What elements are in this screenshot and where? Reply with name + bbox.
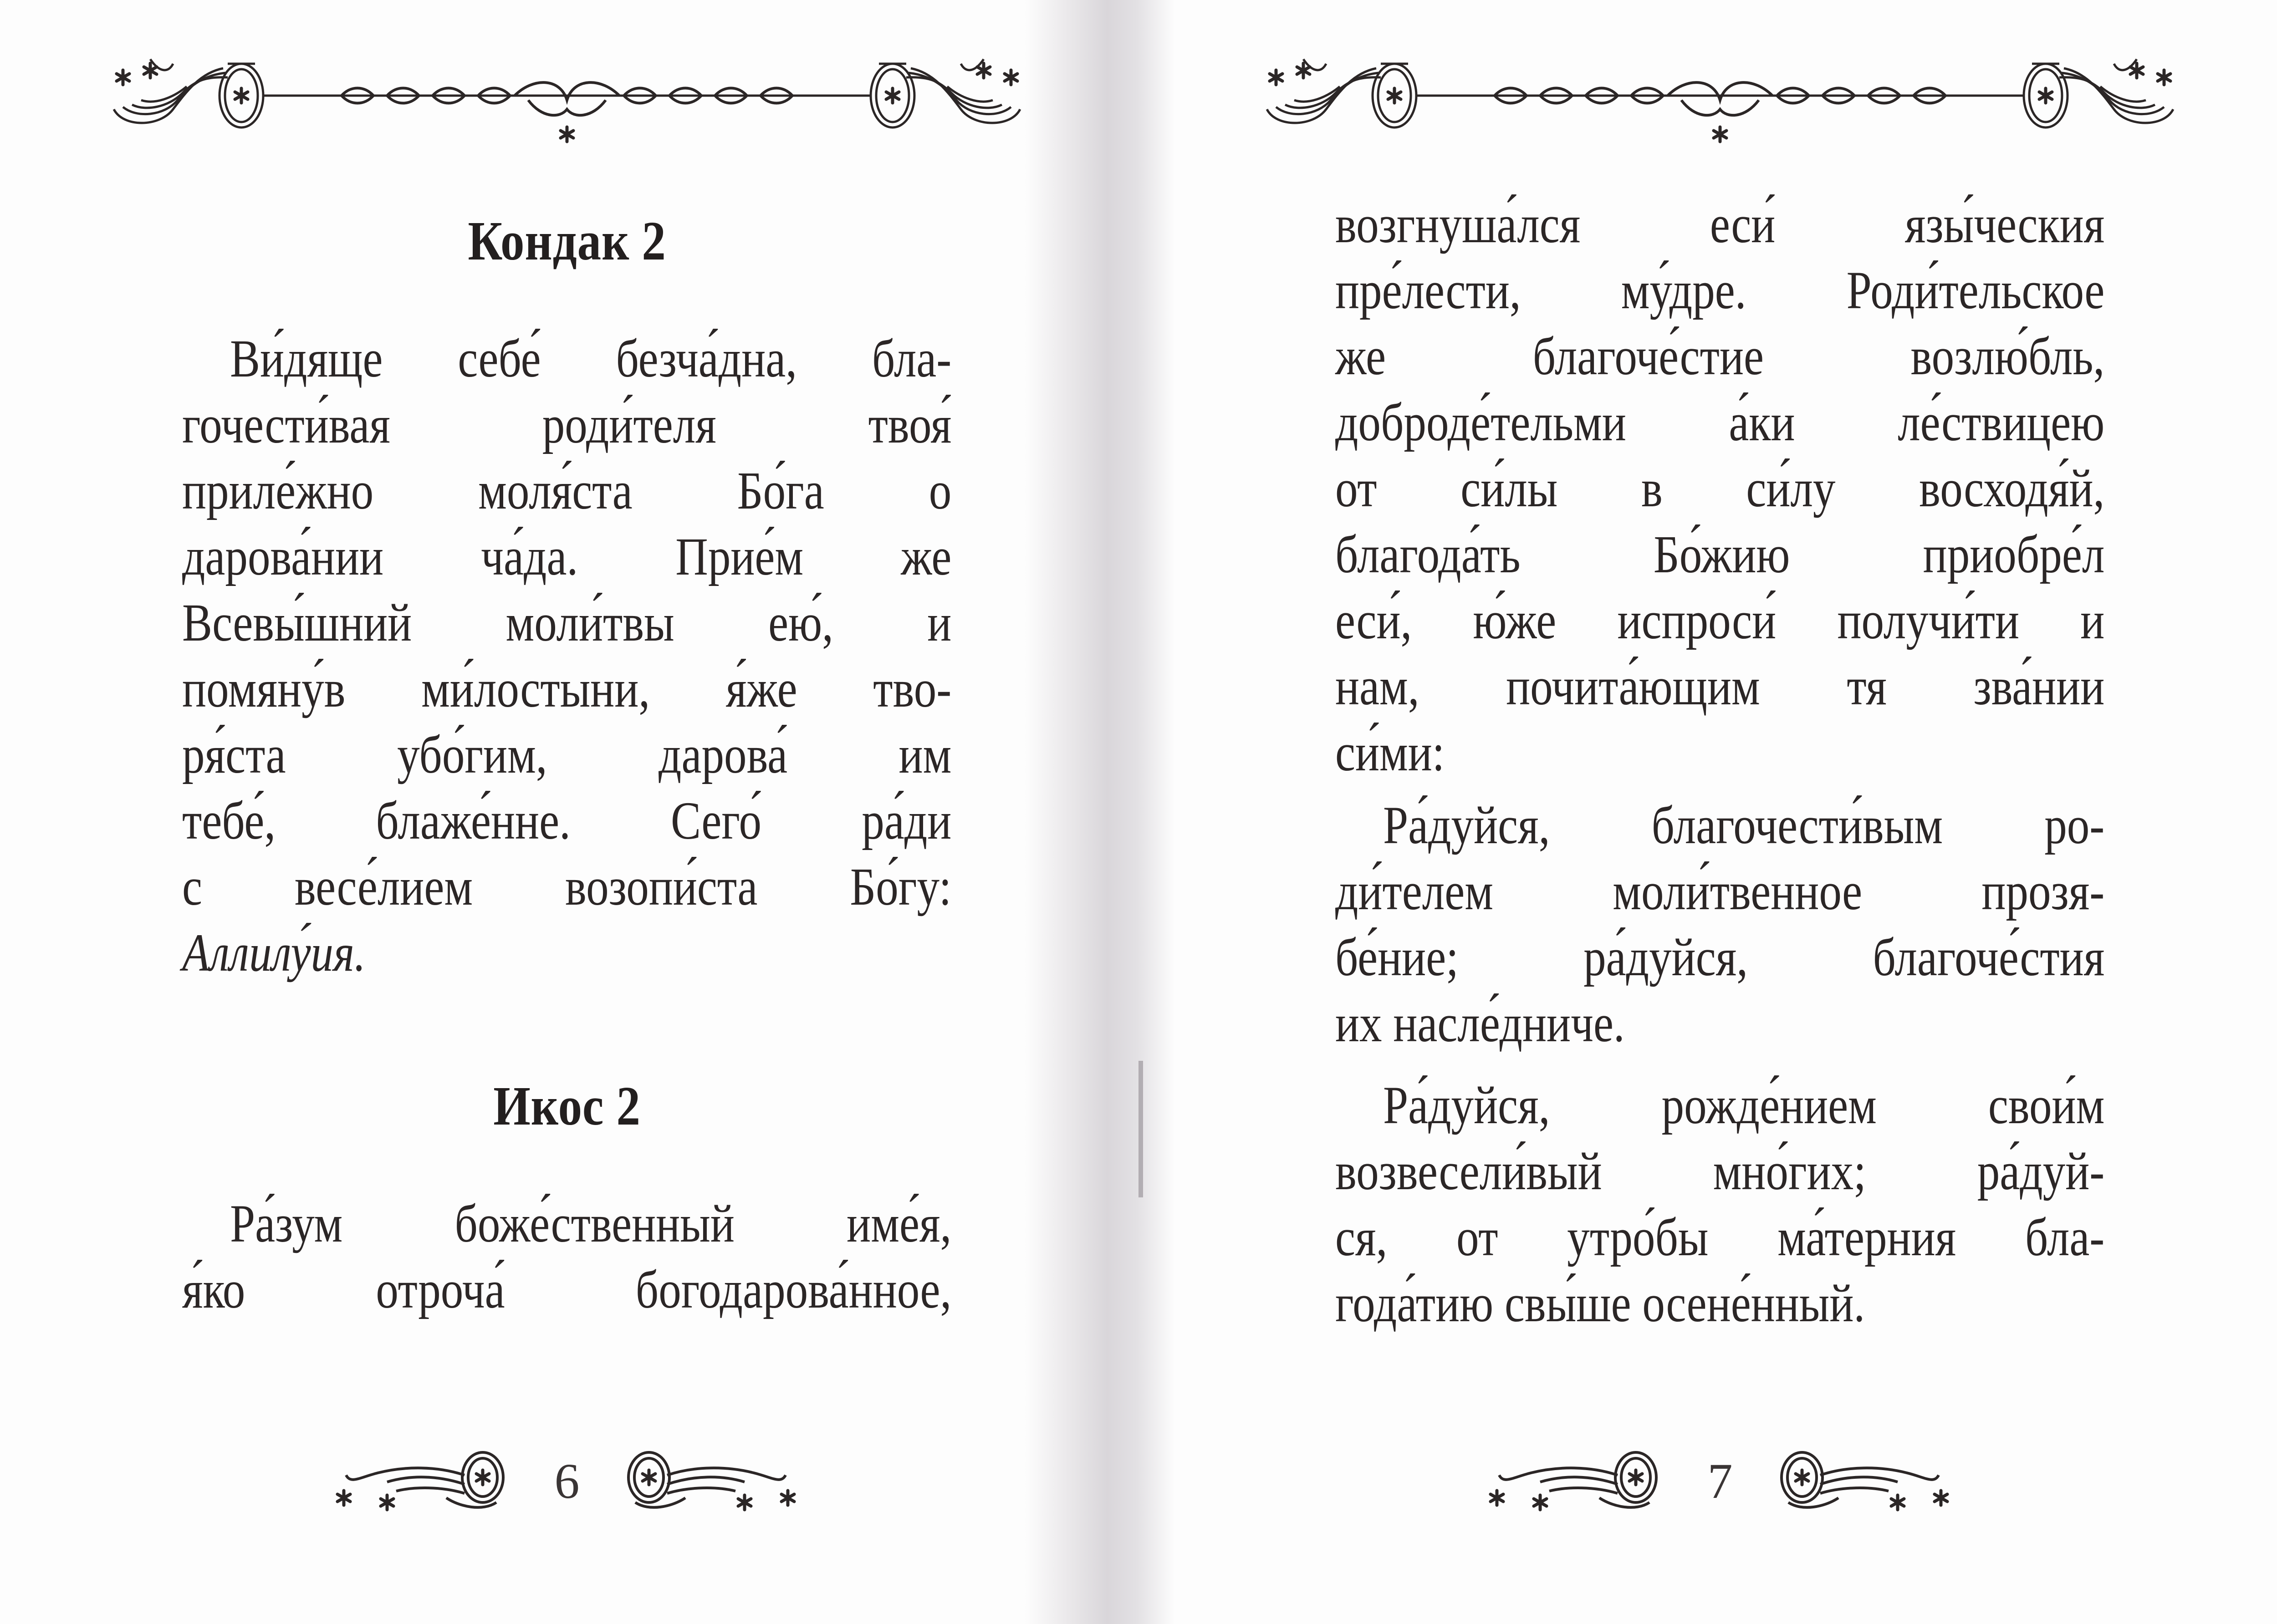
- text-line: Всевы́шний моли́твы ею́, и: [182, 593, 952, 652]
- text-line: я́ко отроча́ богодарова́нное,: [182, 1260, 952, 1319]
- floral-scroll-footer-ornament-right-icon: [608, 1448, 804, 1516]
- section-heading-kondak-2: Кондак 2: [468, 210, 666, 272]
- rejoice-stanza-1: [1335, 792, 2105, 1056]
- text-line: ди́телем моли́твенное прозя-: [1335, 861, 2105, 921]
- floral-scroll-footer-ornament-left-icon: [328, 1448, 524, 1516]
- text-line: ся, от утро́бы ма́терния бла-: [1335, 1207, 2105, 1267]
- text-line: возгнуша́лся еси́ язы́ческия: [1335, 194, 2105, 254]
- text-line: Ра́дуйся, рожде́нием свои́м: [1383, 1075, 2105, 1135]
- ikos-2-continuation-text: [1335, 191, 2105, 785]
- floral-scroll-footer-ornament-left-icon: [1481, 1448, 1677, 1516]
- text-line: пре́лести, му́дре. Роди́тельское: [1335, 260, 2105, 320]
- text-line: помяну́в ми́лостыни, я́же тво-: [182, 659, 952, 718]
- page-number: 6: [554, 1453, 580, 1509]
- kondak-2-text: [182, 326, 952, 986]
- text-line: возвесели́вый мно́гих; ра́дуй-: [1335, 1141, 2105, 1201]
- text-line: их насле́дниче.: [1335, 993, 1625, 1053]
- alleluia-line: Аллилу́ия.: [182, 923, 366, 983]
- text-line: от си́лы в си́лу восходя́й,: [1335, 458, 2105, 518]
- left-page-footer: [182, 1443, 952, 1521]
- text-line: ря́ста убо́гим, дарова́ им: [182, 725, 952, 784]
- rejoice-stanza-2: [1335, 1072, 2105, 1336]
- text-line: Ви́дяще себе́ безча́дна, бла-: [230, 329, 952, 388]
- text-line: Ра́зум боже́ственный име́я,: [230, 1194, 952, 1253]
- text-line: тебе́, блаже́нне. Сего́ ра́ди: [182, 791, 952, 850]
- text-line: дарова́нии ча́да. Прие́м же: [182, 527, 952, 586]
- floral-scroll-header-ornament-icon: [105, 50, 1029, 150]
- text-line: благода́ть Бо́жию приобре́л: [1335, 524, 2105, 584]
- text-line: си́ми:: [1335, 723, 1445, 782]
- floral-scroll-footer-ornament-right-icon: [1761, 1448, 1957, 1516]
- text-line: гочести́вая роди́теля твоя́: [182, 395, 952, 454]
- floral-scroll-header-ornament-icon: [1258, 50, 2182, 150]
- text-line: нам, почита́ющим тя зва́нии: [1335, 657, 2105, 716]
- page-edge-line: [1138, 1061, 1143, 1197]
- left-page: [182, 0, 952, 1624]
- book-gutter-shadow: [1025, 0, 1175, 1624]
- ikos-2-text: [182, 1191, 952, 1323]
- page-number: 7: [1707, 1453, 1733, 1509]
- right-page-footer: [1335, 1443, 2105, 1521]
- text-line: доброде́тельми а́ки ле́ствицею: [1335, 392, 2105, 452]
- text-line: Ра́дуйся, благочести́вым ро-: [1383, 795, 2105, 855]
- text-line: с весе́лием возопи́ста Бо́гу:: [182, 857, 952, 916]
- text-line: еси́, ю́же испроси́ получи́ти и: [1335, 591, 2105, 650]
- text-line: же благоче́стие возлю́бль,: [1335, 326, 2105, 386]
- text-line: приле́жно моля́ста Бо́га о: [182, 461, 952, 520]
- right-page: [1335, 0, 2105, 1624]
- section-heading-ikos-2: Икос 2: [493, 1075, 641, 1137]
- text-line: бе́ние; ра́дуйся, благоче́стия: [1335, 927, 2105, 987]
- text-line: года́тию свы́ше осене́нный.: [1335, 1273, 1865, 1333]
